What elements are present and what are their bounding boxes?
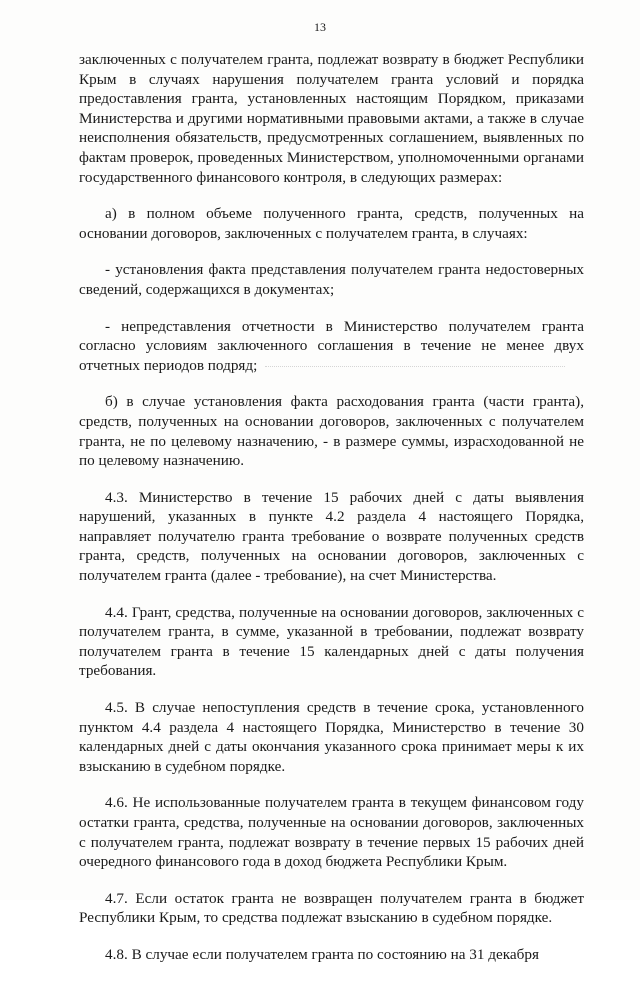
faint-dotted-line — [265, 365, 565, 367]
paragraph-a: а) в полном объеме полученного гранта, средств, полученных на основании договоров, заключенных с получателем гранта, в случаях: — [79, 205, 584, 242]
page-number: 13 — [314, 20, 326, 34]
paragraph-continuation: заключенных с получателем гранта, подлежат возврату в бюджет Республики Крым в случаях нарушения получателем гранта условий и порядка предоставления гранта, установленных настоящим Порядком, приказами Министерства и другими нормативными правовыми актами, а также в случае неисполнения обязательств, предусмотренных соглашением, выявленных по фактам проверок, проведенных Министерством, уполномоченными органами государственного финансового контроля, в следующих размерах: — [79, 51, 584, 186]
paragraph-dash-2-text: - непредставления отчетности в Министерство получателем гранта согласно условиям заключенного соглашения в течение не менее двух отчетных периодов подряд; — [79, 317, 584, 374]
paragraph-dash-1: - установления факта представления получателем гранта недостоверных сведений, содержащихся в документах; — [79, 261, 584, 298]
paragraph-4-4: 4.4. Грант, средства, полученные на основании договоров, заключенных с получателем гранта, в сумме, указанной в требовании, подлежат возврату получателем гранта в течение 15 календарных дней с даты получения требования. — [79, 603, 584, 680]
paragraph-4-7: 4.7. Если остаток гранта не возвращен получателем гранта в бюджет Республики Крым, то средства подлежат взысканию в судебном порядке. — [79, 889, 584, 927]
paragraph-4-8: 4.8. В случае если получателем гранта по состоянию на 31 декабря — [105, 945, 539, 963]
paragraph-4-6: 4.6. Не использованные получателем гранта в текущем финансовом году остатки гранта, средства, полученные на основании договоров, заключенных с получателем гранта, подлежат возврату в течение первых 15 рабочих дней очередного финансового года в доход бюджета Республики Крым. — [79, 794, 584, 871]
paragraph-dash-2 — [79, 317, 584, 376]
paragraph-b: б) в случае установления факта расходования гранта (части гранта), средств, полученных на основании договоров, заключенных с получателем гранта, не по целевому назначению, - в размере суммы, израсходованной не по целевому назначению. — [79, 393, 584, 470]
document-body — [79, 50, 584, 982]
paragraph-4-3: 4.3. Министерство в течение 15 рабочих дней с даты выявления нарушений, указанных в пункте 4.2 раздела 4 настоящего Порядка, направляет получателю гранта требование о возврате полученных средств гранта, средств, полученных на основании договоров, заключенных с получателем гранта (далее - требование), на счет Министерства. — [79, 488, 584, 585]
paragraph-4-5: 4.5. В случае непоступления средств в течение срока, установленного пунктом 4.4 раздела 4 настоящего Порядка, Министерство в течение 30 календарных дней с даты окончания указанного срока принимает меры к их взысканию в судебном порядке. — [79, 699, 584, 775]
